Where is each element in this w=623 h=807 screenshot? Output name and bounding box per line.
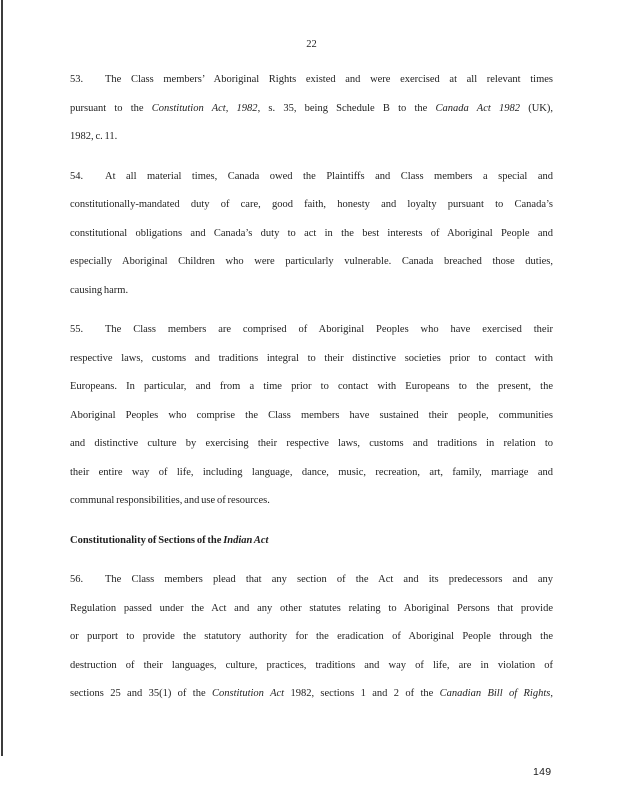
text-line: causing harm. bbox=[70, 284, 129, 296]
text-line: Aboriginal Peoples who comprise the Class members have sustained their people, communities bbox=[70, 409, 553, 421]
text-line: Regulation passed under the Act and any other statutes relating to Aboriginal Persons that provide bbox=[70, 602, 553, 614]
paragraph-53 bbox=[70, 66, 553, 152]
text-line: constitutionally-mandated duty of care, good faith, honesty and loyalty pursuant to Canada’s bbox=[70, 199, 553, 210]
text-line: 56. The Class members plead that any section of the Act and its predecessors and any bbox=[70, 566, 553, 595]
text-line: destruction of their languages, culture, practices, traditions and way of life, are in violation of bbox=[70, 659, 553, 671]
paragraph-number: 55. bbox=[70, 324, 84, 335]
text-line: communal responsibilities, and use of resources. bbox=[70, 495, 270, 506]
text-line: sections 25 and 35(1) of the Constitution Act 1982, sections 1 and 2 of the Canadian Bill of Rights, bbox=[70, 688, 553, 699]
text-line: pursuant to the Constitution Act, 1982, s. 35, being Schedule B to the Canada Act 1982 (UK), bbox=[70, 102, 553, 114]
paragraph-56 bbox=[70, 566, 553, 709]
text-line: 53. The Class members’ Aboriginal Rights existed and were exercised at all relevant times bbox=[70, 66, 553, 95]
text-line: 54. At all material times, Canada owed the Plaintiffs and Class members a special and bbox=[70, 163, 553, 192]
text-line: and distinctive culture by exercising their respective laws, customs and traditions in relation to bbox=[70, 438, 553, 449]
paragraph-number: 56. bbox=[70, 574, 84, 585]
paragraph-54 bbox=[70, 163, 553, 306]
paragraph-number: 53. bbox=[70, 74, 84, 85]
text-line: Constitutionality of Sections of the Indian Act bbox=[70, 534, 269, 546]
text-line: especially Aboriginal Children who were particularly vulnerable. Canada breached those duties, bbox=[70, 256, 553, 267]
text-line: or purport to provide the statutory authority for the eradication of Aboriginal People through the bbox=[70, 631, 553, 642]
text-line: constitutional obligations and Canada’s duty to act in the best interests of Aboriginal People and bbox=[70, 227, 553, 239]
scan-edge-line bbox=[1, 0, 3, 756]
text-column bbox=[70, 30, 553, 709]
text-line: their entire way of life, including language, dance, music, recreation, art, family, marriage and bbox=[70, 466, 553, 478]
paragraph-55 bbox=[70, 316, 553, 516]
page-number: 22 bbox=[306, 39, 317, 50]
text-line: Europeans. In particular, and from a time prior to contact with Europeans to the present, the bbox=[70, 381, 553, 392]
bates-stamp-number: 149 bbox=[533, 766, 552, 778]
paragraph-number: 54. bbox=[70, 170, 84, 182]
text-line: 1982, c. 11. bbox=[70, 131, 118, 142]
text-line: respective laws, customs and traditions integral to their distinctive societies prior to contact with bbox=[70, 352, 553, 364]
section-heading bbox=[70, 527, 553, 556]
text-line: 55. The Class members are comprised of Aboriginal Peoples who have exercised their bbox=[70, 316, 553, 345]
